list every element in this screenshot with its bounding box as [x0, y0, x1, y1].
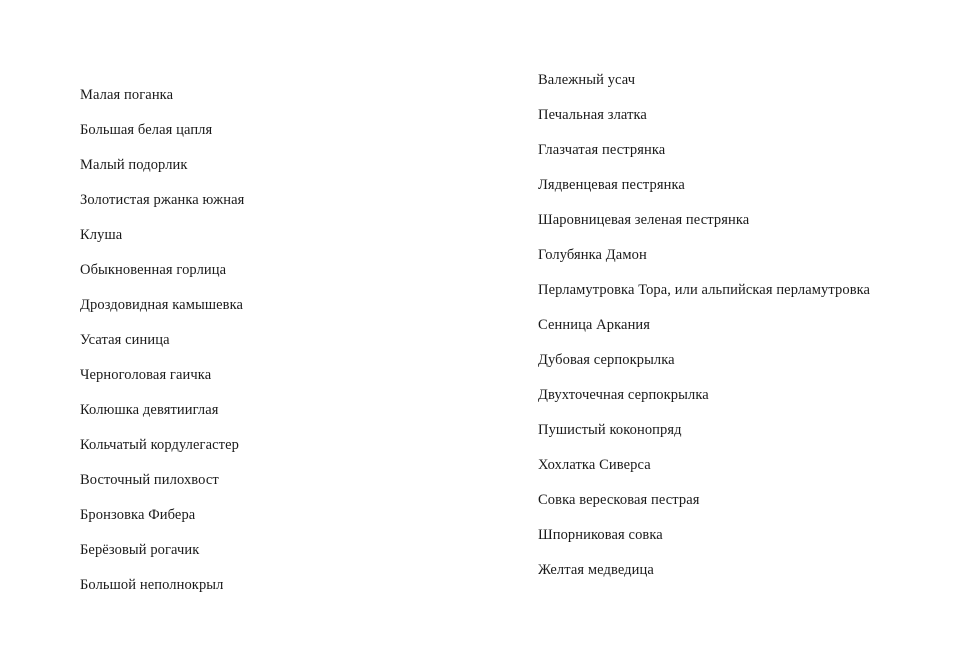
species-list-item: Перламутровка Тора, или альпийская перламутровка — [538, 282, 871, 298]
species-list-item: Восточный пилохвост — [80, 472, 219, 488]
species-list-item: Голубянка Дамон — [538, 247, 647, 263]
species-list-item: Дубовая серпокрылка — [538, 352, 675, 368]
species-list-item: Золотистая ржанка южная — [80, 192, 245, 208]
species-list-item: Малый подорлик — [80, 157, 188, 173]
species-list-item: Усатая синица — [80, 332, 170, 348]
species-list-item: Малая поганка — [80, 87, 174, 103]
species-list-item: Бронзовка Фибера — [80, 507, 196, 523]
species-list-item: Шаровницевая зеленая пестрянка — [538, 212, 750, 228]
species-list-item: Черноголовая гаичка — [80, 367, 212, 383]
species-list-item: Кольчатый кордулегастер — [80, 437, 239, 453]
species-list-item: Печальная златка — [538, 107, 647, 123]
species-list-item: Пушистый коконопряд — [538, 422, 682, 438]
species-column-right — [538, 73, 938, 578]
species-list-item: Обыкновенная горлица — [80, 262, 227, 278]
species-list-item: Берёзовый рогачик — [80, 542, 200, 558]
species-list-item: Хохлатка Сиверса — [538, 457, 651, 473]
species-list-item: Клуша — [80, 227, 123, 243]
species-list-item: Глазчатая пестрянка — [538, 142, 666, 158]
species-list-item: Совка вересковая пестрая — [538, 492, 700, 508]
species-list-item: Большой неполнокрыл — [80, 577, 224, 593]
species-list-item: Желтая медведица — [538, 562, 654, 578]
species-list-item: Колюшка девятииглая — [80, 402, 219, 418]
species-list-item: Большая белая цапля — [80, 122, 213, 138]
species-list-item: Сенница Аркания — [538, 317, 651, 333]
species-list-item: Двухточечная серпокрылка — [538, 387, 709, 403]
species-list-item: Валежный усач — [538, 72, 636, 88]
species-list-item: Дроздовидная камышевка — [80, 297, 244, 313]
species-list-item: Лядвенцевая пестрянка — [538, 177, 685, 193]
species-column-left — [80, 88, 500, 593]
species-list-item: Шпорниковая совка — [538, 527, 663, 543]
